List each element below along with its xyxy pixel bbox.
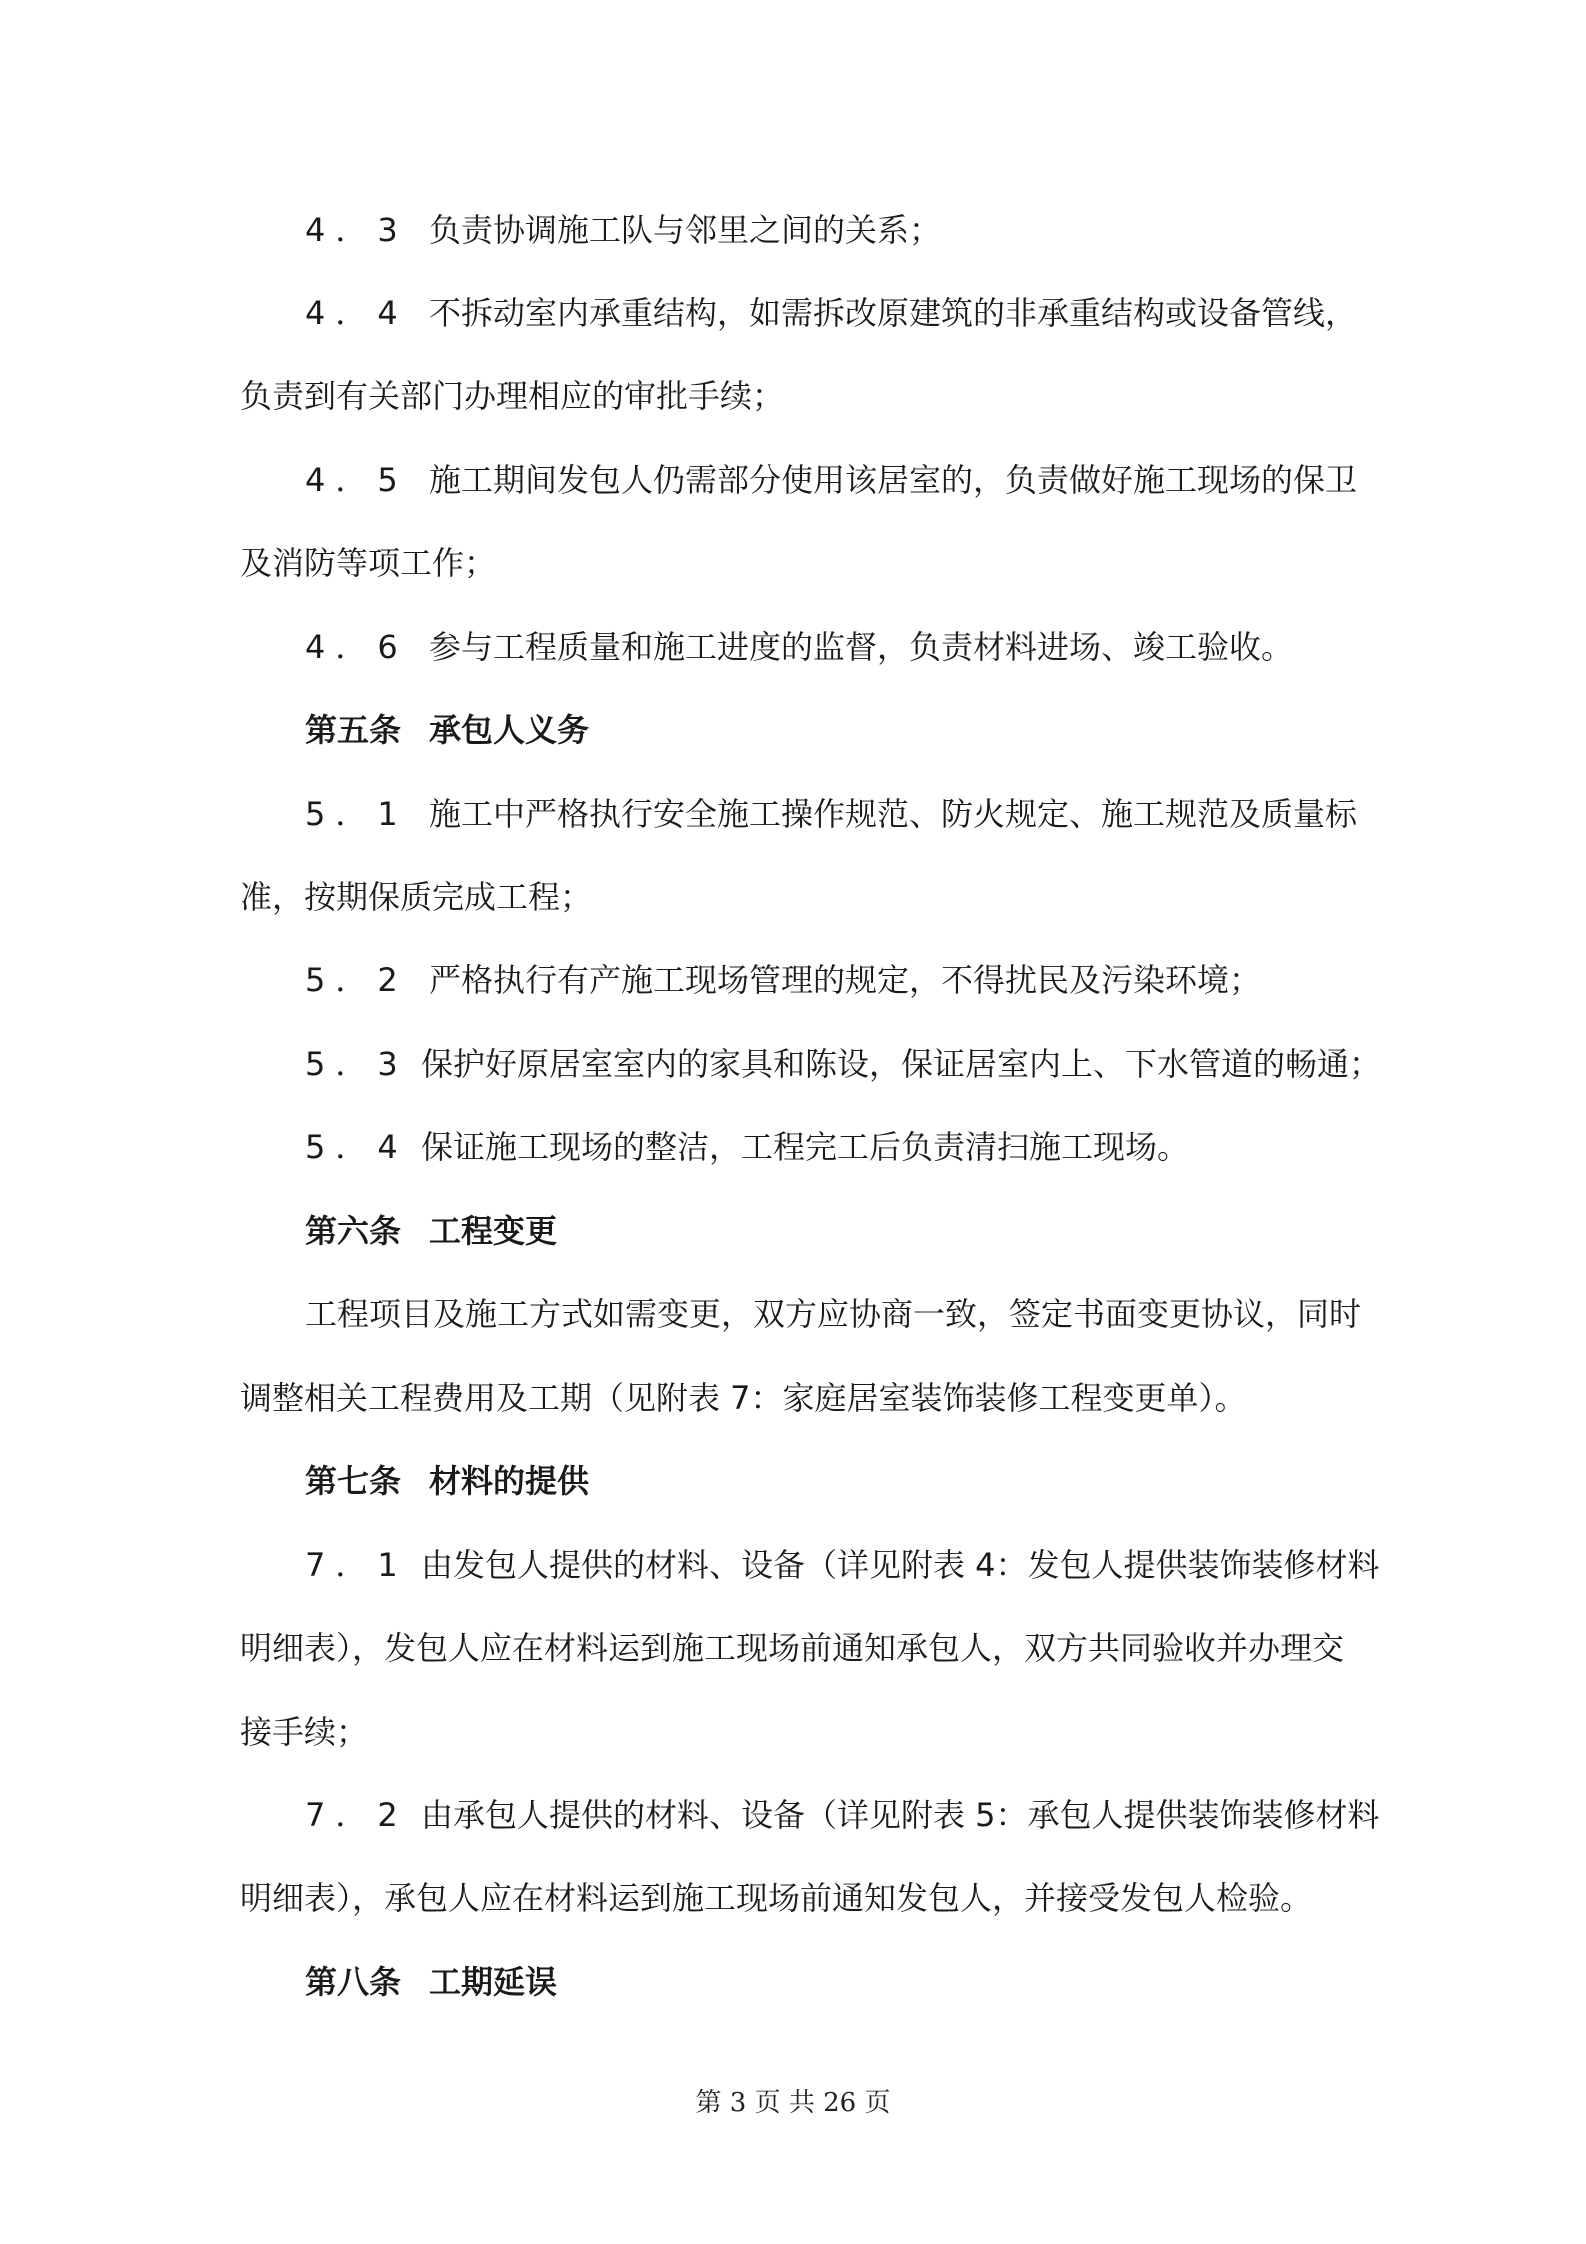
article-5-heading [305, 710, 1350, 750]
clause-text: 施工中严格执行安全施工操作规范、防火规定、施工规范及质量标 [429, 795, 1358, 833]
article-number: 第七条 [305, 1462, 402, 1500]
clause-5-1 [305, 794, 1358, 834]
article-8-heading [305, 1962, 1350, 2002]
clause-number: 4．5 [305, 461, 408, 499]
clause-5-4 [305, 1127, 1350, 1167]
clause-7-1-continuation: 明细表），发包人应在材料运到施工现场前通知承包人，双方共同验收并办理交 [240, 1629, 1345, 1667]
clause-text: 由承包人提供的材料、设备（详见附表 5：承包人提供装饰装修材料 [421, 1796, 1380, 1834]
article-title: 材料的提供 [429, 1462, 590, 1500]
clause-5-1-continuation: 准，按期保质完成工程； [240, 878, 593, 916]
clause-text: 参与工程质量和施工进度的监督，负责材料进场、竣工验收。 [429, 628, 1294, 666]
article-6-body: 工程项目及施工方式如需变更，双方应协商一致，签定书面变更协议，同时 [305, 1295, 1362, 1333]
article-number: 第八条 [305, 1963, 402, 2001]
clause-number: 7．1 [305, 1546, 408, 1584]
article-title: 工期延误 [429, 1963, 558, 2001]
article-title: 承包人义务 [429, 711, 590, 749]
article-6-body-continuation: 调整相关工程费用及工期（见附表 7：家庭居室装饰装修工程变更单）。 [240, 1379, 1247, 1417]
article-number: 第六条 [305, 1212, 402, 1250]
article-number: 第五条 [305, 711, 402, 749]
clause-7-2-continuation: 明细表），承包人应在材料运到施工现场前通知发包人，并接受发包人检验。 [240, 1879, 1313, 1917]
clause-number: 5．1 [305, 795, 408, 833]
clause-number: 5．3 [305, 1045, 408, 1083]
clause-7-1 [305, 1545, 1380, 1585]
article-6-heading [305, 1211, 1350, 1251]
clause-4-6 [305, 627, 1350, 667]
clause-7-2 [305, 1795, 1380, 1835]
clause-number: 5．4 [305, 1128, 408, 1166]
clause-text: 施工期间发包人仍需部分使用该居室的，负责做好施工现场的保卫 [429, 461, 1358, 499]
clause-5-3 [305, 1044, 1382, 1084]
clause-text: 由发包人提供的材料、设备（详见附表 4：发包人提供装饰装修材料 [421, 1546, 1380, 1584]
clause-number: 7．2 [305, 1796, 408, 1834]
clause-5-2 [305, 960, 1350, 1000]
clause-4-5-continuation: 及消防等项工作； [240, 544, 497, 582]
article-title: 工程变更 [429, 1212, 558, 1250]
clause-number: 5．2 [305, 961, 408, 999]
clause-text: 不拆动室内承重结构，如需拆改原建筑的非承重结构或设备管线， [429, 294, 1358, 332]
clause-4-4-continuation: 负责到有关部门办理相应的审批手续； [240, 377, 785, 415]
clause-number: 4．4 [305, 294, 408, 332]
clause-text: 保证施工现场的整洁，工程完工后负责清扫施工现场。 [421, 1128, 1190, 1166]
clause-number: 4．3 [305, 211, 408, 249]
clause-text: 严格执行有产施工现场管理的规定，不得扰民及污染环境； [429, 961, 1262, 999]
clause-4-5 [305, 460, 1358, 500]
clause-text: 负责协调施工队与邻里之间的关系； [429, 211, 942, 249]
clause-text: 保护好原居室室内的家具和陈设，保证居室内上、下水管道的畅通； [421, 1045, 1382, 1083]
clause-4-4 [305, 293, 1358, 333]
clause-number: 4．6 [305, 628, 408, 666]
article-7-heading [305, 1461, 1350, 1501]
clause-4-3 [305, 210, 1350, 250]
clause-7-1-continuation-2: 接手续； [240, 1713, 369, 1751]
page-footer: 第 3 页 共 26 页 [695, 2088, 891, 2118]
